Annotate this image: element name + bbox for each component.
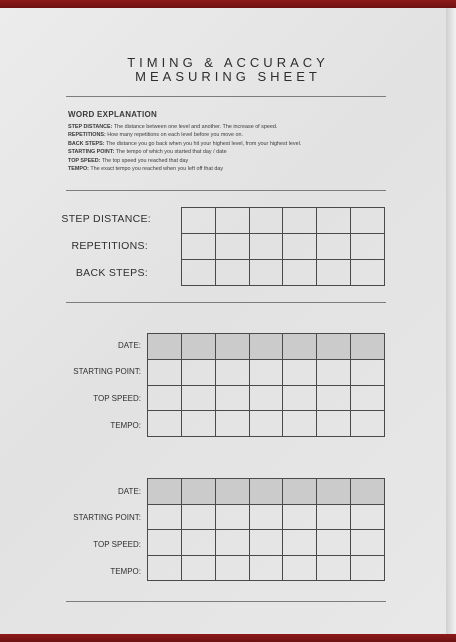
top-speed-label: TOP SPEED:: [93, 540, 141, 549]
grid-cell[interactable]: [182, 234, 216, 260]
grid-cell[interactable]: [351, 385, 385, 411]
back-steps-label: BACK STEPS:: [75, 267, 148, 279]
grid-cell[interactable]: [283, 555, 317, 581]
grid-cell[interactable]: [249, 385, 283, 411]
step-distance-row: [182, 208, 385, 234]
explanation-text: The distance between one level and another. The increase of speed.: [112, 124, 278, 130]
grid-cell[interactable]: [215, 411, 249, 437]
grid-cell[interactable]: [148, 504, 182, 530]
grid-cell[interactable]: [351, 260, 385, 286]
top-speed-row: [148, 530, 385, 556]
log-grid-2: [147, 478, 385, 581]
grid-cell[interactable]: [317, 208, 351, 234]
grid-cell[interactable]: [351, 530, 385, 556]
grid-cell[interactable]: [249, 555, 283, 581]
explanation-text: The top speed you reached that day: [100, 157, 189, 164]
grid-cell[interactable]: [317, 260, 351, 286]
grid-cell[interactable]: [148, 555, 182, 581]
grid-cell[interactable]: [249, 260, 283, 286]
explanation-item: [68, 140, 398, 148]
explanation-term: REPETITIONS:: [68, 132, 106, 139]
starting-point-row: [148, 359, 385, 385]
grid-cell[interactable]: [215, 334, 249, 360]
explanation-item: [68, 157, 398, 165]
settings-grid: [181, 207, 385, 286]
grid-cell[interactable]: [215, 385, 249, 411]
date-row: [148, 479, 385, 505]
grid-cell[interactable]: [317, 504, 351, 530]
grid-cell[interactable]: [181, 504, 215, 530]
grid-cell[interactable]: [249, 411, 283, 437]
sheet-title-line-2: MEASURING SHEET: [135, 69, 321, 84]
grid-cell[interactable]: [317, 411, 351, 437]
top-speed-row: [148, 385, 385, 411]
starting-point-label: STARTING POINT:: [73, 513, 141, 522]
grid-cell[interactable]: [283, 479, 317, 505]
grid-cell[interactable]: [181, 479, 215, 505]
grid-cell[interactable]: [317, 359, 351, 385]
grid-cell[interactable]: [249, 234, 283, 260]
tempo-label: TEMPO:: [110, 421, 141, 430]
tempo-label: TEMPO:: [110, 567, 141, 576]
grid-cell[interactable]: [283, 334, 317, 360]
grid-cell[interactable]: [351, 359, 385, 385]
grid-cell[interactable]: [283, 411, 317, 437]
grid-cell[interactable]: [283, 530, 317, 556]
tempo-row: [148, 411, 385, 437]
grid-cell[interactable]: [215, 260, 249, 286]
top-accent-bar: [0, 0, 456, 8]
grid-cell[interactable]: [215, 208, 249, 234]
grid-cell[interactable]: [351, 504, 385, 530]
grid-cell[interactable]: [283, 385, 317, 411]
grid-cell[interactable]: [317, 555, 351, 581]
explanation-item: [68, 148, 398, 156]
explanation-term: STEP DISTANCE:: [68, 124, 113, 130]
word-explanation-list: [68, 123, 398, 173]
grid-cell[interactable]: [283, 504, 317, 530]
divider: [66, 190, 386, 191]
grid-cell[interactable]: [181, 385, 215, 411]
grid-cell[interactable]: [283, 208, 317, 234]
grid-cell[interactable]: [148, 385, 182, 411]
sheet-title-line-1: TIMING & ACCURACY: [127, 55, 329, 70]
starting-point-label: STARTING POINT:: [73, 367, 141, 376]
grid-cell[interactable]: [351, 479, 385, 505]
bottom-accent-bar: [0, 634, 456, 642]
date-label: DATE:: [118, 341, 141, 350]
grid-cell[interactable]: [148, 479, 182, 505]
word-explanation-heading: WORD EXPLANATION: [68, 110, 158, 119]
grid-cell[interactable]: [249, 530, 283, 556]
grid-cell[interactable]: [249, 479, 283, 505]
grid-cell[interactable]: [351, 411, 385, 437]
grid-cell[interactable]: [249, 504, 283, 530]
grid-cell[interactable]: [181, 359, 215, 385]
grid-cell[interactable]: [283, 359, 317, 385]
grid-cell[interactable]: [182, 260, 216, 286]
date-label: DATE:: [118, 487, 141, 496]
page-edge: [446, 8, 456, 634]
grid-cell[interactable]: [215, 479, 249, 505]
grid-cell[interactable]: [148, 530, 182, 556]
grid-cell[interactable]: [215, 234, 249, 260]
grid-cell[interactable]: [148, 359, 182, 385]
repetitions-label: REPETITIONS:: [71, 240, 148, 252]
explanation-text: The tempo of which you started that day / date: [114, 149, 227, 156]
grid-cell[interactable]: [317, 234, 351, 260]
grid-cell[interactable]: [215, 530, 249, 556]
step-distance-label: STEP DISTANCE:: [61, 213, 151, 225]
grid-cell[interactable]: [317, 479, 351, 505]
grid-cell[interactable]: [181, 530, 215, 556]
grid-cell[interactable]: [181, 334, 215, 360]
explanation-text: The distance you go back when you hit your highest level, from your highest level.: [104, 140, 302, 147]
back-steps-row: [182, 260, 385, 286]
grid-cell[interactable]: [249, 208, 283, 234]
grid-cell[interactable]: [283, 260, 317, 286]
divider: [66, 96, 386, 97]
grid-cell[interactable]: [182, 208, 216, 234]
explanation-item: [68, 131, 398, 139]
explanation-item: [68, 165, 398, 173]
tempo-row: [148, 555, 385, 581]
grid-cell[interactable]: [215, 359, 249, 385]
grid-cell[interactable]: [148, 334, 182, 360]
explanation-term: TOP SPEED:: [68, 157, 101, 164]
explanation-term: TEMPO:: [68, 166, 89, 173]
grid-cell[interactable]: [181, 411, 215, 437]
grid-cell[interactable]: [283, 234, 317, 260]
grid-cell[interactable]: [148, 411, 182, 437]
starting-point-row: [148, 504, 385, 530]
grid-cell[interactable]: [351, 208, 385, 234]
explanation-term: BACK STEPS:: [68, 140, 105, 147]
explanation-text: How many repetitions on each level before you move on.: [105, 132, 243, 139]
grid-cell[interactable]: [215, 504, 249, 530]
divider: [66, 601, 386, 602]
grid-cell[interactable]: [317, 334, 351, 360]
top-speed-label: TOP SPEED:: [93, 394, 141, 403]
explanation-text: The exact tempo you reached when you left off that day: [88, 166, 224, 173]
grid-cell[interactable]: [249, 359, 283, 385]
grid-cell[interactable]: [317, 385, 351, 411]
grid-cell[interactable]: [317, 530, 351, 556]
date-row: [148, 334, 385, 360]
grid-cell[interactable]: [181, 555, 215, 581]
explanation-term: STARTING POINT:: [68, 149, 115, 156]
repetitions-row: [182, 234, 385, 260]
log-grid-1: [147, 333, 385, 437]
grid-cell[interactable]: [249, 334, 283, 360]
grid-cell[interactable]: [351, 334, 385, 360]
divider: [66, 302, 386, 303]
grid-cell[interactable]: [351, 234, 385, 260]
grid-cell[interactable]: [215, 555, 249, 581]
explanation-item: [68, 123, 398, 131]
grid-cell[interactable]: [351, 555, 385, 581]
